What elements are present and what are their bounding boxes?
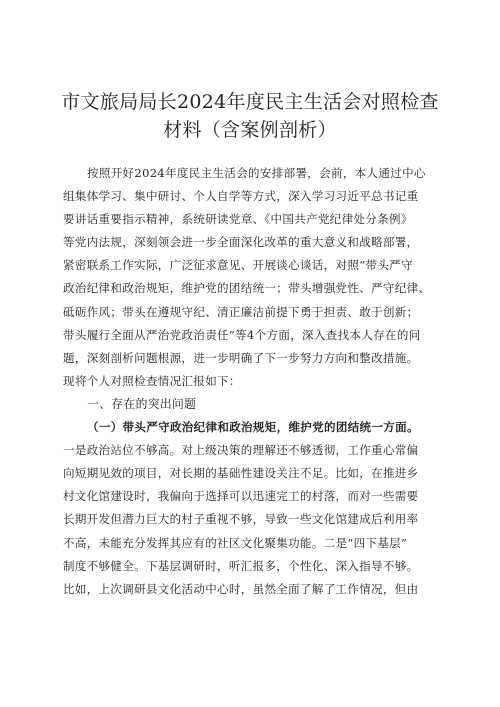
title-line-2: 材料（含案例剖析） xyxy=(163,119,337,141)
intro-line: 要讲话重要指示精神，系统研读党章、《中国共产党纪律处分条例》 xyxy=(63,212,413,227)
intro-line: 政治纪律和政治规矩，维护党的团结统一；带头增强党性、严守纪律、 xyxy=(63,281,431,296)
section-line: 村文化馆建设时，我偏向于选择可以迅速完工的村落，而对一些需要 xyxy=(63,489,419,504)
section-line: 制度不够健全。下基层调研时，听汇报多，个性化、深入指导不够。 xyxy=(63,558,419,573)
section-heading: 一、存在的突出问题 xyxy=(87,396,197,411)
document-body xyxy=(63,162,443,601)
intro-line: 组集体学习、集中研讨、个人自学等方式，深入学习习近平总书记重 xyxy=(63,189,419,204)
intro-line: 按照开好2024年度民主生活会的安排部署，会前，本人通过中心 xyxy=(87,166,426,180)
intro-line: 等党内法规，深刻领会进一步全面深化改革的重大意义和战略部署， xyxy=(63,235,419,250)
intro-line: 题，深刻剖析问题根源，进一步明确了下一步努力方向和整改措施。 xyxy=(63,350,419,365)
subsection-heading: （一）带头严守政治纪律和政治规矩，维护党的团结统一方面。 xyxy=(87,420,419,435)
section-line: 一是政治站位不够高。对上级决策的理解还不够透彻，工作重心常偏 xyxy=(63,443,419,458)
section-line: 向短期见效的项目，对长期的基础性建设关注不足。比如，在推进乡 xyxy=(63,466,419,481)
intro-line: 紧密联系工作实际，广泛征求意见、开展谈心谈话，对照“带头严守 xyxy=(63,258,413,273)
section-paragraph xyxy=(63,416,443,601)
document-title xyxy=(60,88,440,144)
intro-paragraph xyxy=(63,162,443,393)
section-line: 不高，未能充分发挥其应有的社区文化聚集功能。二是“四下基层” xyxy=(63,535,408,550)
intro-line: 带头履行全面从严治党政治责任”等4个方面，深入查找本人存在的问 xyxy=(63,327,421,342)
section-line: 比如，上次调研县文化活动中心时，虽然全面了解了工作情况，但由 xyxy=(63,581,419,596)
section-line: 长期开发但潜力巨大的村子重视不够，导致一些文化馆建成后利用率 xyxy=(63,512,419,527)
title-line-1: 市文旅局局长2024年度民主生活会对照检查 xyxy=(61,91,439,113)
intro-line: 砥砺作风；带头在遵规守纪、清正廉洁前提下勇于担责、敢于创新； xyxy=(63,304,419,319)
intro-line: 现将个人对照检查情况汇报如下： xyxy=(63,373,241,388)
